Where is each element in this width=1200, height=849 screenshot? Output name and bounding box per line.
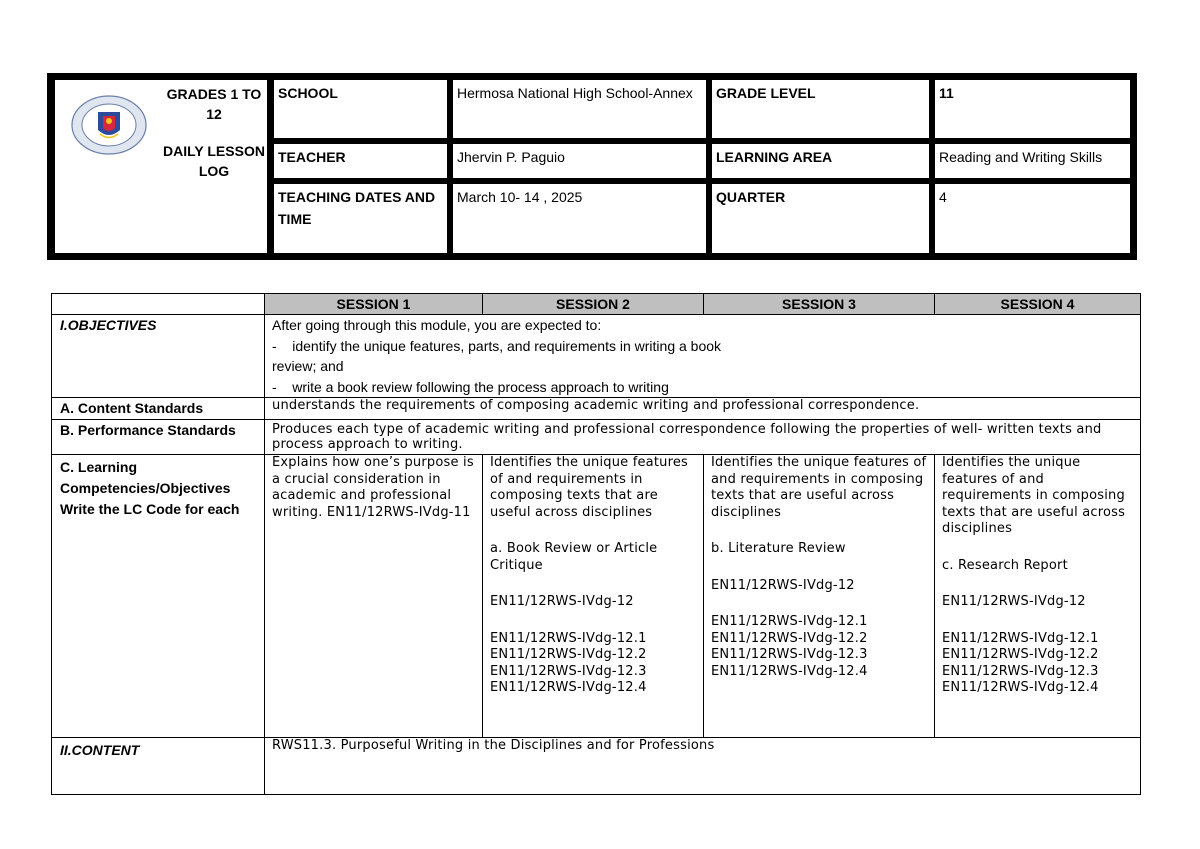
session-4-sub-3: EN11/12RWS-IVdg-12.3 — [942, 663, 1099, 679]
learning-area-label: LEARNING AREA — [712, 144, 929, 178]
session-3-sub-2: EN11/12RWS-IVdg-12.2 — [711, 630, 868, 646]
competencies-label-line-1: C. Learning — [60, 459, 138, 475]
session-1-header: SESSION 1 — [265, 294, 483, 315]
session-4-sub-2: EN11/12RWS-IVdg-12.2 — [942, 647, 1099, 662]
session-4-sub-4: EN11/12RWS-IVdg-12.4 — [942, 680, 1099, 695]
content-row — [52, 738, 1141, 795]
teacher-label: TEACHER — [274, 144, 447, 178]
session-2-intro: Identifies the unique features of and requirements in composing texts that are useful across disciplines — [490, 455, 689, 520]
session-4-intro: Identifies the unique features of and requirements in composing texts that are useful across disciplines — [942, 455, 1126, 536]
session-2-code: EN11/12RWS-IVdg-12 — [490, 594, 634, 609]
session-3-intro: Identifies the unique features of and requirements in composing texts that are useful across disciplines — [711, 455, 927, 520]
session-4-sub-1: EN11/12RWS-IVdg-12.1 — [942, 630, 1099, 646]
session-2-sub-3: EN11/12RWS-IVdg-12.3 — [490, 663, 647, 679]
quarter-label: QUARTER — [712, 184, 929, 253]
session-2-header: SESSION 2 — [483, 294, 704, 315]
session-3-competency — [704, 455, 935, 738]
session-3-sub-3: EN11/12RWS-IVdg-12.3 — [711, 647, 868, 662]
grade-level-value: 11 — [935, 80, 1130, 138]
objectives-bullet-1: - identify the unique features, parts, and requirements in writing a book — [272, 337, 722, 354]
content-standards-row — [52, 398, 1141, 420]
session-3-topic: b. Literature Review — [711, 541, 846, 556]
dates-value: March 10- 14 , 2025 — [453, 184, 706, 253]
objectives-bullet-1-cont: review; and — [272, 358, 344, 374]
session-4-topic: c. Research Report — [942, 557, 1068, 573]
session-4-header: SESSION 4 — [935, 294, 1141, 315]
performance-standards-label: B. Performance Standards — [52, 420, 265, 455]
daily-lesson-log-title: DAILY LESSON LOG — [163, 143, 265, 179]
dates-label: TEACHING DATES AND TIME — [274, 184, 447, 253]
session-2-sub-1: EN11/12RWS-IVdg-12.1 — [490, 630, 647, 646]
content-label: II.CONTENT — [52, 738, 265, 795]
lesson-plan-table — [51, 293, 1141, 795]
session-3-sub-4: EN11/12RWS-IVdg-12.4 — [711, 663, 868, 679]
objectives-intro: After going through this module, you are expected to: — [272, 317, 602, 333]
session-3-sub-1: EN11/12RWS-IVdg-12.1 — [711, 614, 868, 629]
learning-area-value: Reading and Writing Skills — [935, 144, 1130, 178]
quarter-value: 4 — [935, 184, 1130, 253]
content-standards-label: A. Content Standards — [52, 398, 265, 420]
teacher-value: Jhervin P. Paguio — [453, 144, 706, 178]
session-3-code: EN11/12RWS-IVdg-12 — [711, 577, 855, 593]
competencies-label-line-3: Write the LC Code for each — [60, 501, 240, 517]
session-4-competency — [935, 455, 1141, 738]
school-value: Hermosa National High School-Annex — [453, 80, 706, 138]
grade-level-label: GRADE LEVEL — [712, 80, 929, 138]
grades-title: GRADES 1 TO 12 — [166, 86, 262, 122]
session-4-code: EN11/12RWS-IVdg-12 — [942, 594, 1086, 609]
competencies-label-line-2: Competencies/Objectives — [60, 480, 231, 496]
empty-header-cell — [52, 294, 265, 315]
session-header-row — [52, 294, 1141, 315]
session-1-competency — [265, 455, 483, 738]
competencies-label — [52, 455, 265, 738]
performance-standards-row — [52, 420, 1141, 455]
session-3-header: SESSION 3 — [704, 294, 935, 315]
session-2-competency — [483, 455, 704, 738]
objectives-text — [265, 315, 1141, 398]
content-standards-text: understands the requirements of composing academic writing and professional correspondence. — [265, 398, 1141, 420]
objectives-row — [52, 315, 1141, 398]
competencies-row — [52, 455, 1141, 738]
performance-standards-text: Produces each type of academic writing and professional correspondence following the properties of well- written texts and process approach to writing. — [265, 420, 1141, 455]
session-1-competency-text: Explains how one’s purpose is a crucial consideration in academic and professional writing. EN11/12RWS-IVdg-11 — [272, 455, 474, 520]
deped-seal-logo — [70, 94, 148, 156]
content-text: RWS11.3. Purposeful Writing in the Disciplines and for Professions — [265, 738, 1141, 795]
objectives-label: I.OBJECTIVES — [52, 315, 265, 398]
session-2-sub-4: EN11/12RWS-IVdg-12.4 — [490, 680, 647, 695]
school-label: SCHOOL — [274, 80, 447, 138]
session-2-sub-2: EN11/12RWS-IVdg-12.2 — [490, 647, 647, 662]
session-2-topic: a. Book Review or Article Critique — [490, 541, 658, 573]
objectives-bullet-2: - write a book review following the process approach to writing — [272, 378, 669, 395]
